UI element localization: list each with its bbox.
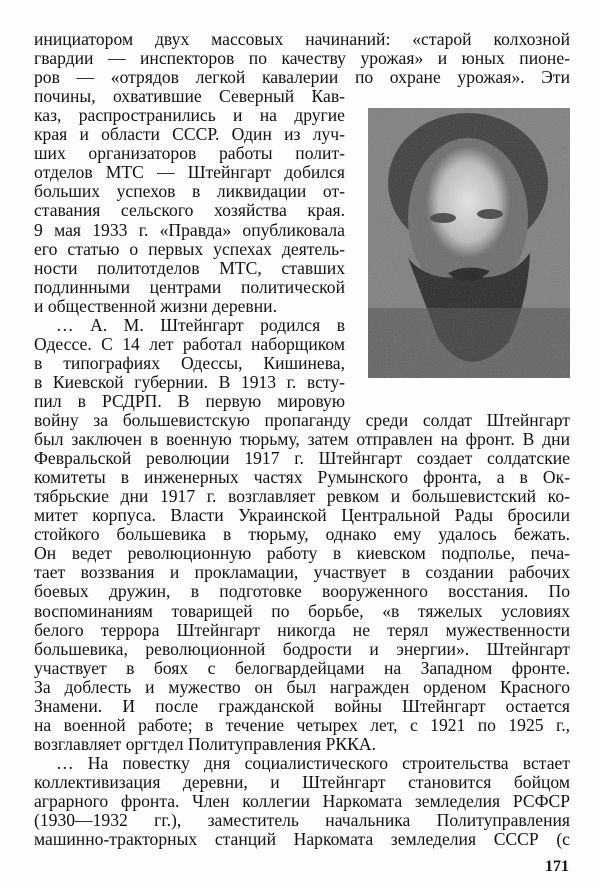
text-line: его статью о первых успехах деятель- [34, 238, 345, 259]
text-line: в Киевской губернии. В 1913 г. всту- [34, 371, 345, 392]
text-line: аграрного фронта. Член коллегии Наркомата земледелия РСФСР [34, 791, 570, 811]
portrait-photo [368, 108, 570, 378]
text-line: большевика, революционной бодрости и энергии». Штейнгарт [34, 638, 570, 659]
page-number: 171 [545, 858, 569, 875]
text-line: боевых дружин, в подготовке вооруженного восстания. По [34, 581, 570, 602]
text-line: (1930—1932 гг.), заместитель начальника Политуправления [34, 810, 570, 831]
text-line: Знамени. И после гражданской войны Штейнгарт остается [34, 695, 570, 716]
text-line: тябрьские дни 1917 г. возглавляет ревком и большевистский ко- [34, 486, 570, 507]
text-line: машинно-тракторных станций Наркомата земледелия СССР (с [34, 829, 570, 850]
text-line: 9 мая 1933 г. «Правда» опубликовала [34, 219, 345, 240]
text-line: Он ведет революционную работу в киевском подполье, печа- [34, 543, 570, 564]
text-line: края и области СССР. Один из луч- [34, 124, 345, 145]
text-line: войну за большевистскую пропаганду среди солдат Штейнгарт [34, 410, 570, 430]
text-line: участвует в боях с белогвардейцами на Западном фронте. [34, 657, 570, 678]
text-line: Одессе. С 14 лет работал наборщиком [34, 333, 345, 354]
text-line: в типографиях Одессы, Кишинева, [34, 352, 345, 373]
text-line: комитеты в инженерных частях Румынского фронта, а в Ок- [34, 467, 570, 488]
text-line: … На повестку дня социалистического строительства встает [56, 752, 570, 773]
text-line: возглавляет оргтдел Политуправления РККА. [34, 733, 376, 754]
text-line: стойкого большевика в тюрьму, однако ему удалось бежать. [34, 524, 570, 545]
text-line: подлинными центрами политической [34, 276, 345, 297]
text-line: ности политотделов МТС, ставших [34, 257, 345, 278]
text-line: ставания сельского хозяйства края. [34, 200, 345, 221]
text-line: пил в РСДРП. В первую мировую [34, 390, 345, 411]
text-line: воспоминаниям товарищей по борьбе, «в тяжелых условиях [34, 600, 570, 621]
text-line: почины, охватившие Северный Кав- [34, 86, 345, 107]
text-line: ших организаторов работы полит- [34, 143, 345, 164]
text-line: на военной работе; в течение четырех лет, с 1921 по 1925 г., [34, 714, 570, 735]
text-line: ров — «отрядов легкой кавалерии по охране урожая». Эти [34, 67, 570, 88]
text-line: белого террора Штейнгарт никогда не терял мужественности [34, 619, 570, 640]
text-line: Февральской революции 1917 г. Штейнгарт создает солдатские [34, 448, 570, 469]
text-line: каз, распространились и на другие [34, 105, 345, 126]
text-line: и общественной жизни деревни. [34, 295, 277, 316]
text-line: … А. М. Штейнгарт родился в [56, 314, 345, 335]
text-line: отделов МТС — Штейнгарт добился [34, 162, 345, 183]
text-line: больших успехов в ликвидации от- [34, 181, 345, 202]
text-line: был заключен в военную тюрьму, затем отправлен на фронт. В дни [34, 429, 570, 450]
text-line: За доблесть и мужество он был награжден орденом Красного [34, 676, 570, 697]
text-line: инициатором двух массовых начинаний: «старой колхозной [34, 29, 570, 49]
text-line: коллективизация деревни, и Штейнгарт становится бойцом [34, 771, 570, 792]
text-line: митет корпуса. Власти Украинской Центральной Рады бросили [34, 505, 570, 526]
text-line: гвардии — инспекторов по качеству урожая» и юных пионе- [34, 48, 570, 69]
text-line: тает воззвания и прокламации, участвует в создании рабочих [34, 562, 570, 583]
